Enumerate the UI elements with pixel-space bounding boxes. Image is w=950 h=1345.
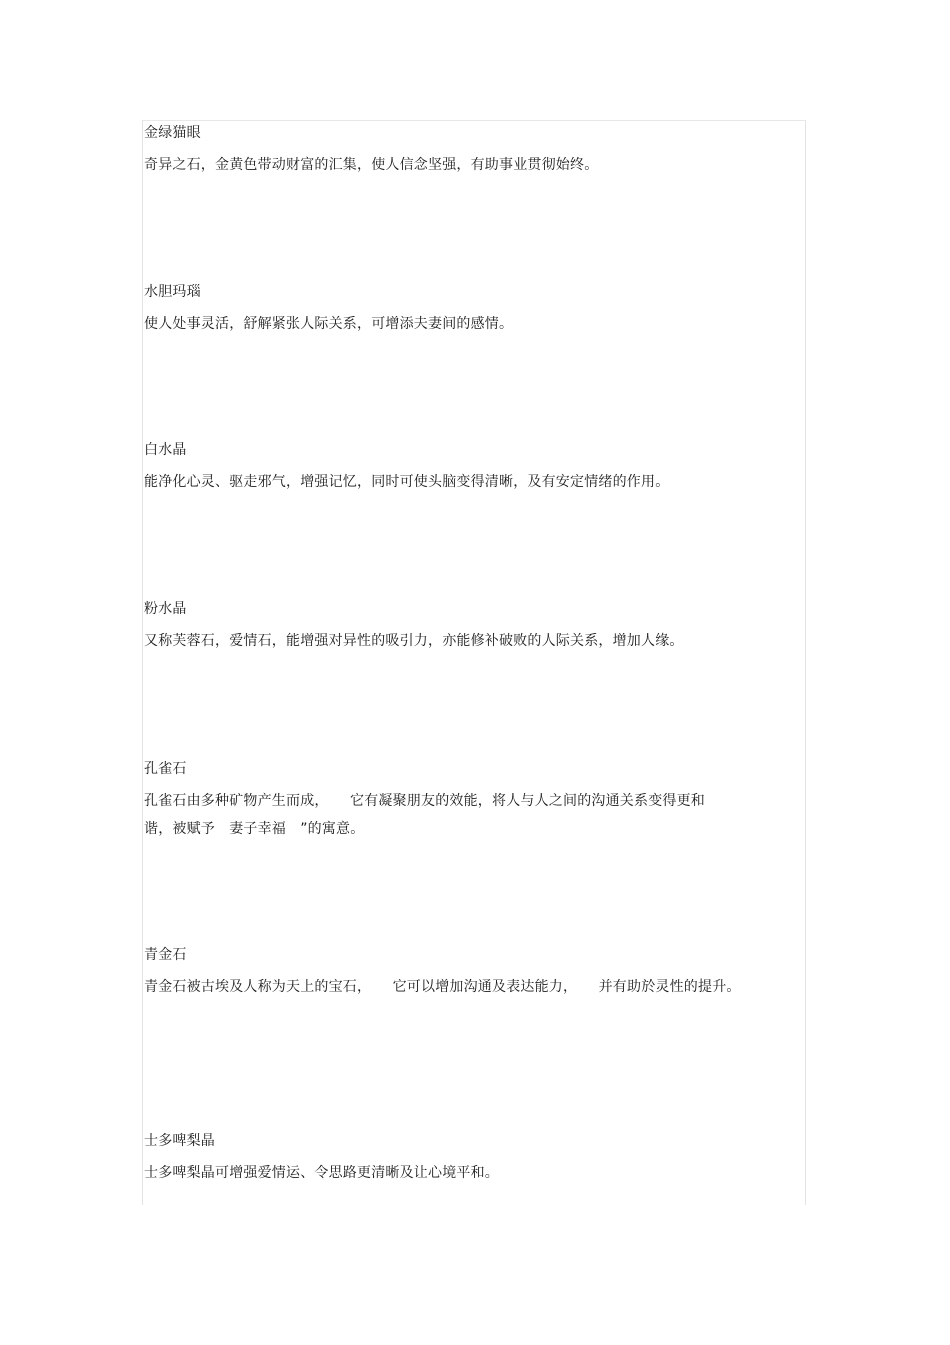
description-line: 士多啤梨晶可增强爱情运、令思路更清晰及让心境平和。: [144, 1165, 499, 1181]
entry-rose-quartz: [144, 600, 824, 655]
entry-lapis-lazuli: [144, 946, 824, 1001]
entry-description: [144, 1159, 824, 1187]
description-line: 谐，被赋予 妻子幸福 ”的寓意。: [144, 821, 365, 837]
description-line: 青金石被古埃及人称为天上的宝石， 它可以增加沟通及表达能力， 并有助於灵性的提升。: [144, 979, 741, 995]
entry-malachite: [144, 760, 824, 843]
entry-description: [144, 787, 824, 843]
description-line: 使人处事灵活，舒解紧张人际关系，可增添夫妻间的感情。: [144, 316, 514, 332]
description-line: 能净化心灵、驱走邪气，增强记忆，同时可使头脑变得清晰，及有安定情绪的作用。: [144, 474, 670, 490]
description-line: 奇异之石，金黄色带动财富的汇集，使人信念坚强，有助事业贯彻始终。: [144, 157, 599, 173]
entry-title: 青金石: [144, 947, 187, 963]
entry-description: [144, 310, 824, 338]
entry-title: 水胆玛瑙: [144, 284, 201, 300]
description-line: 又称芙蓉石，爱情石，能增强对异性的吸引力，亦能修补破败的人际关系，增加人缘。: [144, 633, 684, 649]
entry-title: 白水晶: [144, 442, 187, 458]
entry-title: 粉水晶: [144, 601, 187, 617]
description-line: 孔雀石由多种矿物产生而成， 它有凝聚朋友的效能，将人与人之间的沟通关系变得更和: [144, 793, 705, 809]
entry-title: 金绿猫眼: [144, 125, 201, 141]
entry-description: [144, 973, 824, 1001]
entry-clear-quartz: [144, 441, 824, 496]
entry-title: 孔雀石: [144, 761, 187, 777]
entry-description: [144, 468, 824, 496]
entry-description: [144, 151, 824, 179]
entry-description: [144, 627, 824, 655]
entry-title: 士多啤梨晶: [144, 1133, 215, 1149]
entry-agate: [144, 283, 824, 338]
entry-strawberry-quartz: [144, 1132, 824, 1187]
entry-cat-eye: [144, 124, 824, 179]
